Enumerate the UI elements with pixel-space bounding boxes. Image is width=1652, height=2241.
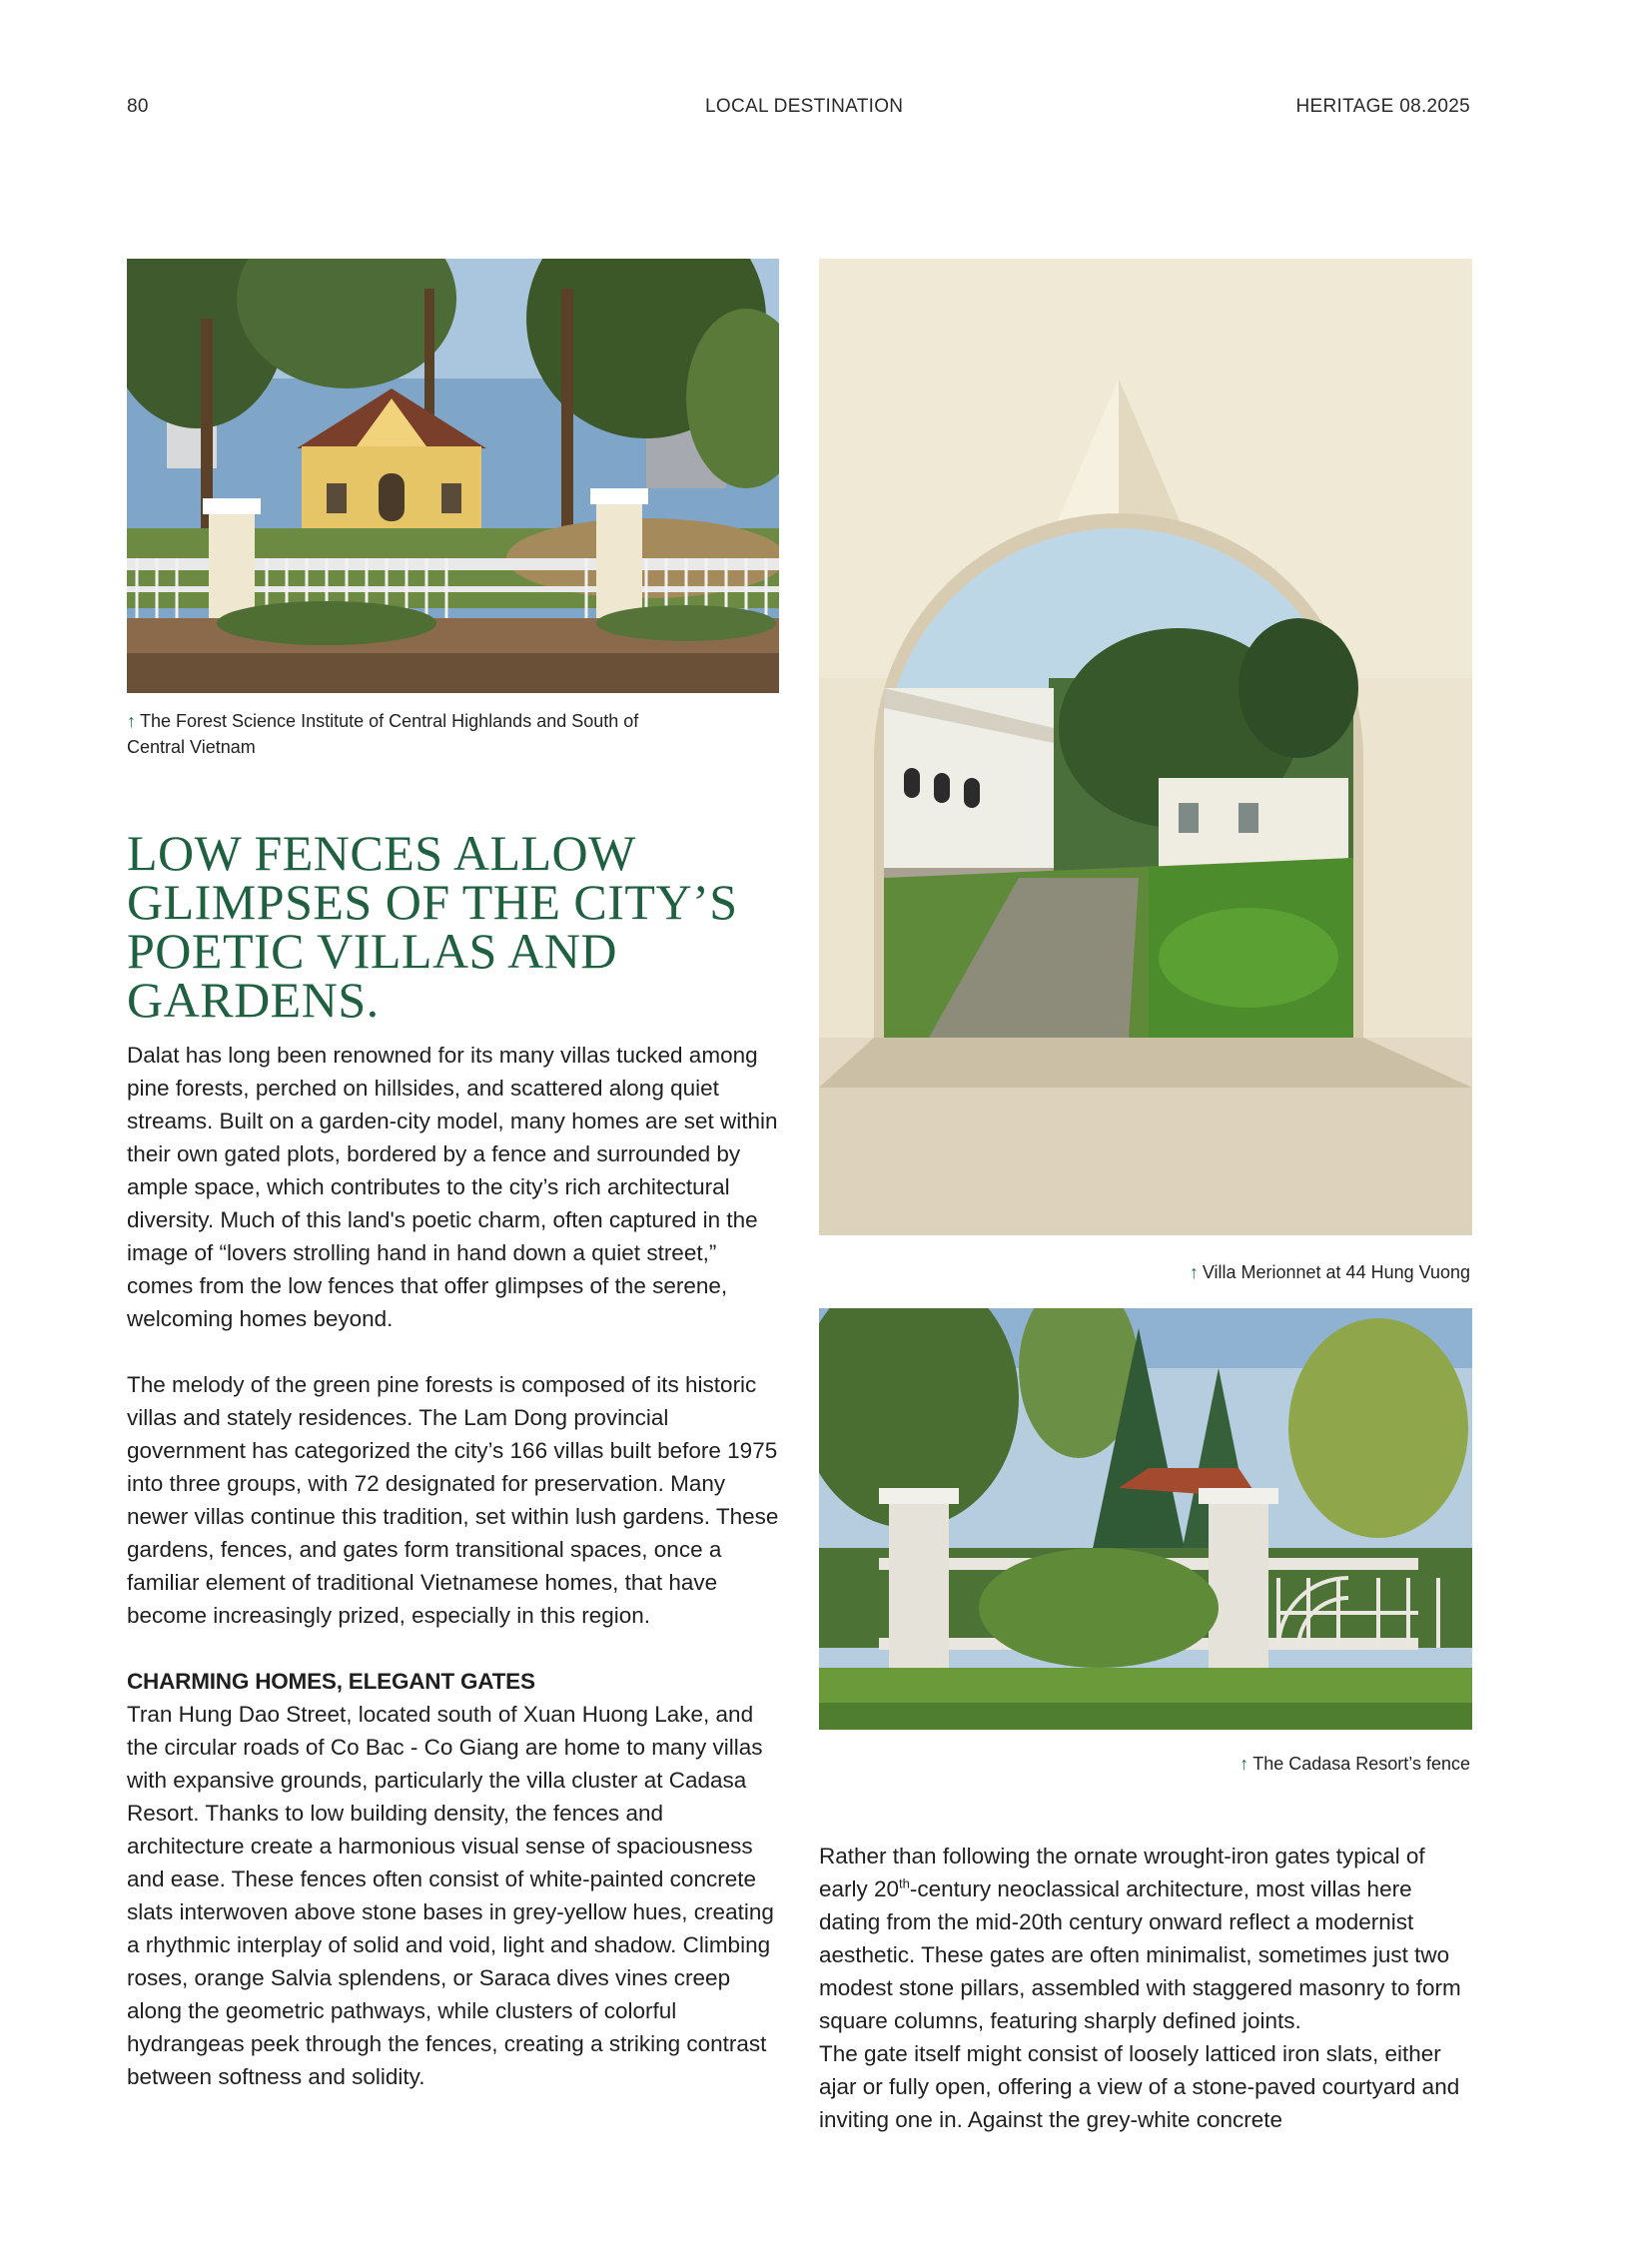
issue-label: HERITAGE 08.2025: [1295, 96, 1470, 117]
arrow-up-icon: ↑: [1189, 1262, 1199, 1282]
body-paragraph: Tran Hung Dao Street, located south of Xuan Huong Lake, and the circular roads of Co Bac - Co Giang are home to many villas with expansive grounds, particularly the villa cluster at Cadasa Resort. Thanks to low building density, the fences and architecture create a harmonious visual sense of spaciousness and ease. These fences often consist of white-painted concrete slats interwoven above stone bases in grey-yellow hues, creating a rhythmic interplay of solid and void, light and shadow. Climbing roses, orange Salvia splendens, or Saraca dives vines creep along the geometric pathways, while clusters of colorful hydrangeas peek through the fences, creating a striking contrast between softness and solidity.: [127, 1702, 774, 2089]
section-subheading: CHARMING HOMES, ELEGANT GATES: [127, 1669, 535, 1694]
text-fragment: Rather than following the ornate wrought-iron gates typical of early 20: [819, 1844, 1425, 1901]
right-body-column: [819, 1840, 1478, 2136]
forest-institute-photo: [127, 259, 779, 693]
page-number: 80: [127, 96, 149, 117]
body-paragraph: [819, 1840, 1478, 2037]
cadasa-fence-caption: [1239, 1751, 1470, 1777]
arrow-up-icon: ↑: [127, 711, 136, 731]
left-body-column: [127, 1039, 786, 2093]
cadasa-fence-photo: [819, 1308, 1472, 1730]
caption-text: The Cadasa Resort’s fence: [1252, 1754, 1470, 1774]
headline-line-2: GLIMPSES OF THE CITY’S: [127, 874, 738, 930]
ordinal-suffix: th: [899, 1875, 910, 1891]
text-fragment: -century neoclassical architecture, most villas here dating from the mid-20th century onward reflect a modernist aesthetic. These gates are often minimalist, sometimes just two modest stone pillars, assembled with staggered masonry to form square columns, featuring sharply defined joints.: [819, 1876, 1461, 2033]
caption-text: Villa Merionnet at 44 Hung Vuong: [1202, 1262, 1470, 1282]
body-paragraph: The melody of the green pine forests is composed of its historic villas and stately residences. The Lam Dong provincial government has categorized the city’s 166 villas built before 1975 into three groups, with 72 designated for preservation. Many newer villas continue this tradition, set within lush gardens. These gardens, fences, and gates form transitional spaces, once a familiar element of traditional Vietnamese homes, that have become increasingly prized, especially in this region.: [127, 1372, 779, 1628]
headline-line-1: LOW FENCES ALLOW: [127, 825, 636, 881]
body-paragraph: The gate itself might consist of loosely latticed iron slats, either ajar or fully open, offering a view of a stone-paved courtyard and inviting one in. Against the grey-white concrete: [819, 2041, 1460, 2132]
body-paragraph: Dalat has long been renowned for its many villas tucked among pine forests, perched on hillsides, and scattered along quiet streams. Built on a garden-city model, many homes are set within their own gated plots, bordered by a fence and surrounded by ample space, which contributes to the city’s rich architectural diversity. Much of this land's poetic charm, often captured in the image of “lovers strolling hand in hand down a quiet street,” comes from the low fences that offer glimpses of the serene, welcoming homes beyond.: [127, 1043, 778, 1331]
pull-quote-headline: [127, 825, 806, 1028]
villa-merionnet-caption: [1190, 1259, 1470, 1285]
arrow-up-icon: ↑: [1239, 1754, 1249, 1774]
section-title: LOCAL DESTINATION: [705, 96, 904, 117]
forest-institute-caption: [127, 708, 686, 760]
caption-text: The Forest Science Institute of Central Highlands and South of Central Vietnam: [127, 711, 639, 757]
villa-merionnet-photo: [819, 259, 1472, 1235]
headline-line-3: POETIC VILLAS AND GARDENS.: [127, 923, 617, 1028]
